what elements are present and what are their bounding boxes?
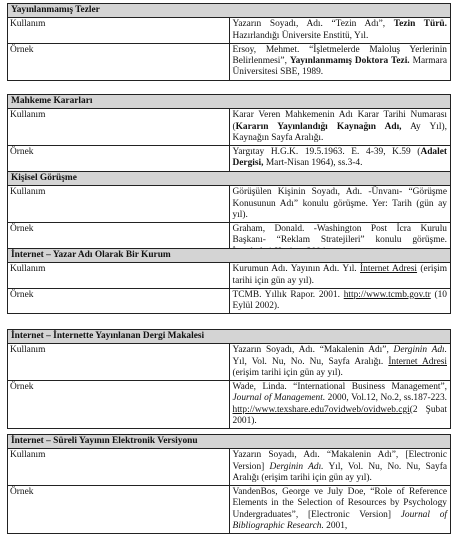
row-content xyxy=(229,486,451,534)
row-content xyxy=(229,109,451,146)
section-header-row xyxy=(8,4,451,18)
content-text: Karar Veren Mahkemenin Adı Karar Tarihi Numarası ( xyxy=(232,110,447,132)
section-header-row xyxy=(8,172,451,186)
row-content xyxy=(229,288,451,314)
section-header-row xyxy=(8,249,451,263)
content-text: Adalet Dergisi, xyxy=(232,147,447,169)
section-unpublished-theses xyxy=(7,3,451,81)
content-text: (10 Eylül 2002). xyxy=(232,289,447,312)
row-label: Kullanım xyxy=(8,186,230,223)
content-text: Mart-Nisan 1964), ss.3-4. xyxy=(263,158,363,169)
section-title: Kişisel Görüşme xyxy=(8,172,451,186)
row-label: Kullanım xyxy=(8,18,230,44)
content-text: Derginin Adı. xyxy=(269,461,324,472)
section-title: İnternet – İnternette Yayınlanan Dergi Makalesi xyxy=(8,330,451,344)
row-label: Kullanım xyxy=(8,344,230,381)
table-row xyxy=(8,146,451,172)
table-row xyxy=(8,18,451,44)
section-header-row xyxy=(8,95,451,109)
row-label: Örnek xyxy=(8,146,230,172)
content-text: Journal of Bibliographic Research. xyxy=(232,509,447,531)
row-content xyxy=(229,18,451,44)
table-row xyxy=(8,288,451,314)
content-text: Tezin Türü. xyxy=(393,19,447,30)
row-content xyxy=(229,381,451,429)
link-text: İnternet Adresi xyxy=(360,264,418,275)
table-row xyxy=(8,186,451,223)
table-row xyxy=(8,344,451,381)
row-content xyxy=(229,186,451,223)
content-text: Journal of Management. xyxy=(232,393,326,404)
row-label: Kullanım xyxy=(8,263,230,289)
section-header-row xyxy=(8,330,451,344)
content-text: Yayınlanmamış Doktora Tezi. xyxy=(289,56,410,67)
row-label: Örnek xyxy=(8,43,230,80)
link-text: http://www.tcmb.gov.tr xyxy=(343,289,431,300)
section-title: İnternet – Yazar Adı Olarak Bir Kurum xyxy=(8,249,451,263)
content-text: Yazarın Soyadı, Adı. “Makalenin Adı”, [Electronic Version] xyxy=(232,450,447,472)
content-text: Kurumun Adı. Yayının Adı. Yıl. xyxy=(232,264,361,275)
content-text: (erişim tarihi için gün ay yıl). xyxy=(232,264,447,286)
content-text: Graham, Donald. -Washington Post İcra Kurulu Başkanı- “Reklam Stratejileri” konulu görüşme. xyxy=(232,224,447,246)
row-content xyxy=(229,146,451,172)
table-row xyxy=(8,43,451,80)
row-label: Kullanım xyxy=(8,449,230,486)
content-text: Yazarın Soyadı, Adı. “Tezin Adı”, xyxy=(232,19,394,30)
section-title: Yayınlanmamış Tezler xyxy=(8,4,451,18)
content-text: Ersoy, Mehmet. “İşletmelerde Maloluş Yerlerinin Belirlenmesi”, xyxy=(232,44,447,67)
row-content xyxy=(229,449,451,486)
content-text: Kararın Yayınlandığı Kaynağın Adı, xyxy=(235,121,402,132)
row-content xyxy=(229,263,451,289)
table-row xyxy=(8,263,451,289)
content-text: Marmara Üniversitesi SBE, 1989. xyxy=(232,56,447,78)
table-row xyxy=(8,381,451,429)
row-label: Örnek xyxy=(8,288,230,314)
content-text: TCMB. Yıllık Rapor. 2001. xyxy=(232,289,344,300)
content-text: 2000, Vol.12, No.2, ss.187-223. xyxy=(325,393,448,404)
section-internet-institution-author xyxy=(7,248,451,314)
row-label: Örnek xyxy=(8,223,230,260)
section-court-decisions xyxy=(7,94,451,172)
section-title: Mahkeme Kararları xyxy=(8,95,451,109)
table-row xyxy=(8,109,451,146)
row-label: Kullanım xyxy=(8,109,230,146)
row-content xyxy=(229,43,451,80)
link-text: İnternet Adresi xyxy=(388,356,447,367)
content-text: Derginin Adı. xyxy=(393,345,447,356)
content-text: Yıl, Vol. Nu, No. Nu, Sayfa Aralığı. xyxy=(232,356,389,367)
section-internet-electronic-periodical xyxy=(7,434,451,534)
content-text: (2 Şubat 2001). xyxy=(232,404,447,426)
table-row xyxy=(8,449,451,486)
section-header-row xyxy=(8,435,451,449)
content-text: Wade, Linda. “International Business Management”, xyxy=(232,382,447,393)
content-text: Görüşülen Kişinin Soyadı, Adı. -Ünvanı- “Görüşme Konusunun Adı” konulu görüşme. Yer: Tarih (gün ay yıl). xyxy=(232,187,447,220)
row-label: Örnek xyxy=(8,381,230,429)
content-text: Ay Yıl), Kaynağın Sayfa Aralığı. xyxy=(232,121,447,143)
content-text: Hazırlandığı Üniversite Enstitü, Yıl. xyxy=(232,30,369,41)
link-text: http://www.texshare.edu7ovidweb/ovidweb.cgi xyxy=(232,404,410,415)
table-row xyxy=(8,486,451,534)
content-text: Yargıtay H.G.K. 19.5.1963. E. 4-39, K.59 ( xyxy=(232,147,421,158)
row-label: Örnek xyxy=(8,486,230,534)
content-text: (erişim tarihi için gün ay yıl). xyxy=(232,367,343,378)
row-content xyxy=(229,344,451,381)
content-text: Yazarın Soyadı, Adı. “Makalenin Adı”, xyxy=(232,345,394,356)
section-title: İnternet – Süreli Yayının Elektronik Versiyonu xyxy=(8,435,451,449)
content-text: Yıl, Vol. Nu, No. Nu, Sayfa Aralığı (erişim tarihi için gün ay yıl). xyxy=(232,461,447,483)
content-text: 2001, xyxy=(323,520,348,531)
content-text: VandenBos, George ve July Doe, “Role of Reference Elements in the Selection of Resources by Psychology Undergraduates”, [Electronic Version] xyxy=(232,487,447,520)
section-personal-interview xyxy=(7,171,451,260)
section-internet-journal-article xyxy=(7,329,451,429)
